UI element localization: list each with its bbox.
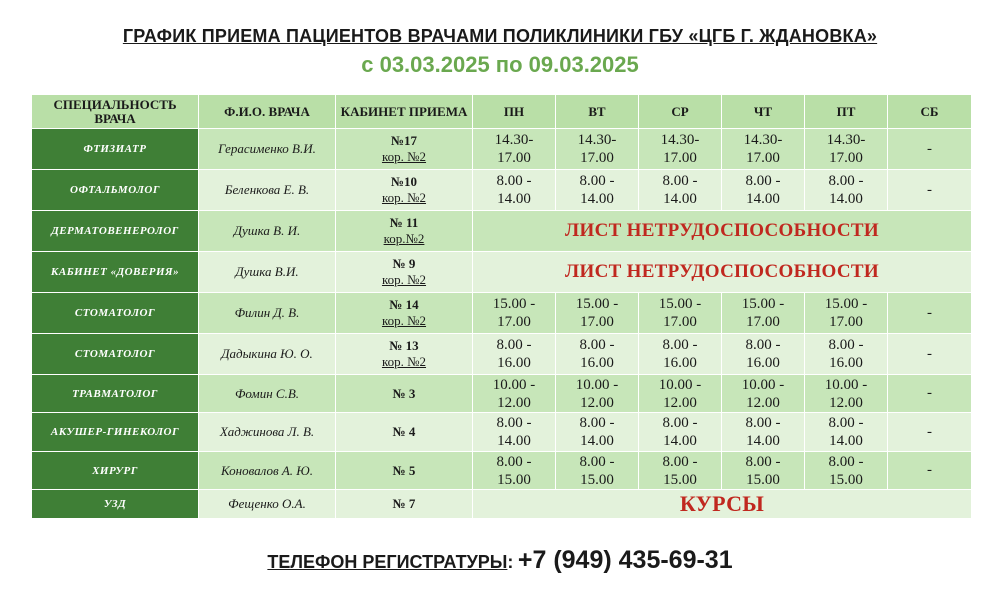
time-cell: 8.00 - 16.00 bbox=[722, 334, 805, 375]
time-cell: 8.00 - 14.00 bbox=[556, 170, 639, 211]
specialty-cell: ФТИЗИАТР bbox=[32, 129, 199, 170]
time-cell: 10.00 - 12.00 bbox=[556, 375, 639, 413]
doctor-cell: Фещенко О.А. bbox=[199, 490, 336, 519]
time-cell: 15.00 - 17.00 bbox=[639, 293, 722, 334]
table-row bbox=[32, 211, 972, 252]
cabinet-cell bbox=[336, 334, 473, 375]
saturday-cell: - bbox=[888, 170, 972, 211]
table-row bbox=[32, 334, 972, 375]
saturday-cell: - bbox=[888, 452, 972, 490]
cabinet-cell bbox=[336, 413, 473, 452]
cabinet-number: № 3 bbox=[392, 385, 416, 401]
time-cell: 8.00 - 16.00 bbox=[556, 334, 639, 375]
cabinet-cell bbox=[336, 293, 473, 334]
phone-separator: : bbox=[507, 552, 514, 572]
cabinet-number: № 9 bbox=[392, 256, 416, 271]
schedule-table bbox=[31, 94, 972, 519]
time-cell: 14.30- 17.00 bbox=[805, 129, 888, 170]
time-cell: 8.00 - 16.00 bbox=[639, 334, 722, 375]
schedule-notice: ЛИСТ НЕТРУДОСПОСОБНОСТИ bbox=[473, 211, 972, 252]
doctor-cell: Беленкова Е. В. bbox=[199, 170, 336, 211]
cabinet-cell bbox=[336, 170, 473, 211]
time-cell: 8.00 - 15.00 bbox=[473, 452, 556, 490]
time-cell: 8.00 - 15.00 bbox=[805, 452, 888, 490]
time-cell: 10.00 - 12.00 bbox=[722, 375, 805, 413]
time-cell: 14.30- 17.00 bbox=[639, 129, 722, 170]
table-row bbox=[32, 375, 972, 413]
header-specialty: СПЕЦИАЛЬНОСТЬ ВРАЧА bbox=[32, 95, 199, 129]
cabinet-building: кор. №2 bbox=[381, 354, 427, 369]
time-cell: 8.00 - 14.00 bbox=[556, 413, 639, 452]
schedule-body bbox=[32, 129, 972, 519]
specialty-cell: АКУШЕР-ГИНЕКОЛОГ bbox=[32, 413, 199, 452]
specialty-cell: ХИРУРГ bbox=[32, 452, 199, 490]
header-thu: ЧТ bbox=[722, 95, 805, 129]
time-cell: 8.00 - 14.00 bbox=[473, 413, 556, 452]
time-cell: 14.30- 17.00 bbox=[556, 129, 639, 170]
saturday-cell: - bbox=[888, 129, 972, 170]
time-cell: 8.00 - 16.00 bbox=[805, 334, 888, 375]
cabinet-cell bbox=[336, 252, 473, 293]
time-cell: 10.00 - 12.00 bbox=[473, 375, 556, 413]
cabinet-cell bbox=[336, 452, 473, 490]
table-row bbox=[32, 129, 972, 170]
time-cell: 8.00 - 14.00 bbox=[805, 413, 888, 452]
phone-label: ТЕЛЕФОН РЕГИСТРАТУРЫ bbox=[267, 552, 508, 572]
cabinet-number: № 7 bbox=[392, 496, 416, 511]
cabinet-cell bbox=[336, 211, 473, 252]
saturday-cell: - bbox=[888, 334, 972, 375]
time-cell: 8.00 - 14.00 bbox=[639, 170, 722, 211]
phone-number: +7 (949) 435-69-31 bbox=[517, 546, 733, 574]
doctor-cell: Душка В.И. bbox=[199, 252, 336, 293]
time-cell: 14.30- 17.00 bbox=[722, 129, 805, 170]
saturday-cell: - bbox=[888, 375, 972, 413]
time-cell: 10.00 - 12.00 bbox=[805, 375, 888, 413]
cabinet-number: №10 bbox=[390, 174, 418, 189]
cabinet-number: №17 bbox=[390, 133, 418, 148]
specialty-cell: СТОМАТОЛОГ bbox=[32, 293, 199, 334]
time-cell: 10.00 - 12.00 bbox=[639, 375, 722, 413]
header-wed: СР bbox=[639, 95, 722, 129]
specialty-cell: ОФТАЛЬМОЛОГ bbox=[32, 170, 199, 211]
schedule-period: с 03.03.2025 по 09.03.2025 bbox=[361, 52, 639, 77]
cabinet-building: кор. №2 bbox=[381, 313, 427, 328]
specialty-cell: ТРАВМАТОЛОГ bbox=[32, 375, 199, 413]
saturday-cell: - bbox=[888, 413, 972, 452]
cabinet-number: № 4 bbox=[392, 424, 416, 439]
time-cell: 8.00 - 15.00 bbox=[722, 452, 805, 490]
doctor-cell: Герасименко В.И. bbox=[199, 129, 336, 170]
time-cell: 8.00 - 14.00 bbox=[473, 170, 556, 211]
doctor-cell: Дадыкина Ю. О. bbox=[199, 334, 336, 375]
doctor-cell: Фомин С.В. bbox=[199, 375, 336, 413]
header-cabinet: КАБИНЕТ ПРИЕМА bbox=[336, 95, 473, 129]
table-row bbox=[32, 170, 972, 211]
header-mon: ПН bbox=[473, 95, 556, 129]
specialty-cell: СТОМАТОЛОГ bbox=[32, 334, 199, 375]
doctor-cell: Душка В. И. bbox=[199, 211, 336, 252]
table-row bbox=[32, 490, 972, 519]
cabinet-number: № 14 bbox=[389, 297, 419, 312]
doctor-cell: Коновалов А. Ю. bbox=[199, 452, 336, 490]
cabinet-building: кор.№2 bbox=[383, 231, 425, 246]
time-cell: 8.00 - 14.00 bbox=[722, 170, 805, 211]
header-doctor: Ф.И.О. ВРАЧА bbox=[199, 95, 336, 129]
cabinet-cell bbox=[336, 129, 473, 170]
cabinet-building: кор. №2 bbox=[381, 149, 427, 164]
time-cell: 8.00 - 14.00 bbox=[722, 413, 805, 452]
cabinet-cell bbox=[336, 375, 473, 413]
cabinet-building: кор. №2 bbox=[381, 190, 427, 205]
time-cell: 14.30- 17.00 bbox=[473, 129, 556, 170]
specialty-cell: ДЕРМАТОВЕНЕРОЛОГ bbox=[32, 211, 199, 252]
time-cell: 8.00 - 15.00 bbox=[639, 452, 722, 490]
cabinet-number: № 13 bbox=[389, 338, 419, 353]
header-fri: ПТ bbox=[805, 95, 888, 129]
table-row bbox=[32, 413, 972, 452]
cabinet-number: № 11 bbox=[389, 215, 419, 230]
time-cell: 15.00 - 17.00 bbox=[473, 293, 556, 334]
saturday-cell: - bbox=[888, 293, 972, 334]
time-cell: 8.00 - 14.00 bbox=[805, 170, 888, 211]
table-row bbox=[32, 252, 972, 293]
specialty-cell: КАБИНЕТ «ДОВЕРИЯ» bbox=[32, 252, 199, 293]
cabinet-building: кор. №2 bbox=[381, 272, 427, 287]
page-title: ГРАФИК ПРИЕМА ПАЦИЕНТОВ ВРАЧАМИ ПОЛИКЛИНИКИ ГБУ «ЦГБ Г. ЖДАНОВКА» bbox=[122, 26, 878, 46]
time-cell: 8.00 - 14.00 bbox=[639, 413, 722, 452]
schedule-notice: ЛИСТ НЕТРУДОСПОСОБНОСТИ bbox=[473, 252, 972, 293]
cabinet-cell bbox=[336, 490, 473, 519]
header-sat: СБ bbox=[888, 95, 972, 129]
schedule-notice: КУРСЫ bbox=[473, 490, 972, 519]
time-cell: 15.00 - 17.00 bbox=[722, 293, 805, 334]
registry-phone bbox=[0, 546, 1000, 575]
specialty-cell: УЗД bbox=[32, 490, 199, 519]
time-cell: 15.00 - 17.00 bbox=[805, 293, 888, 334]
doctor-cell: Филин Д. В. bbox=[199, 293, 336, 334]
table-row bbox=[32, 293, 972, 334]
doctor-cell: Хаджинова Л. В. bbox=[199, 413, 336, 452]
time-cell: 8.00 - 15.00 bbox=[556, 452, 639, 490]
time-cell: 15.00 - 17.00 bbox=[556, 293, 639, 334]
header-tue: ВТ bbox=[556, 95, 639, 129]
table-row bbox=[32, 452, 972, 490]
cabinet-number: № 5 bbox=[392, 462, 416, 478]
table-header-row bbox=[32, 95, 972, 129]
time-cell: 8.00 - 16.00 bbox=[473, 334, 556, 375]
